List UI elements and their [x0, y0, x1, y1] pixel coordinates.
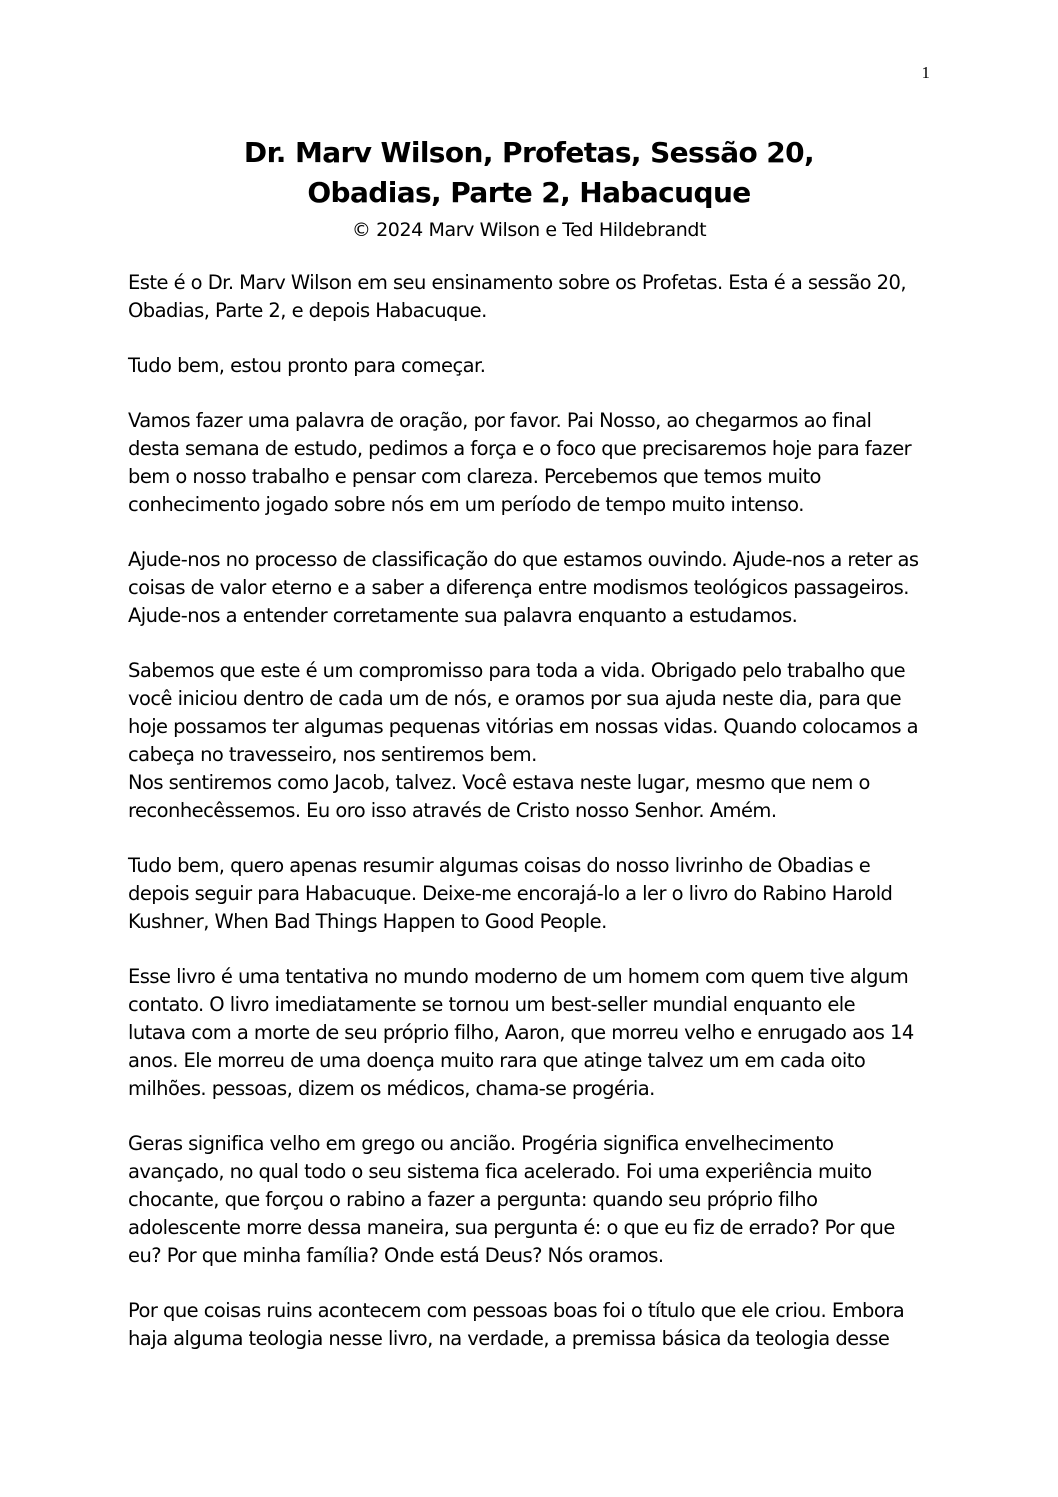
- title-line: Dr. Marv Wilson, Profetas, Sessão 20,: [243, 136, 815, 169]
- paragraph-line: Ajude-nos a entender corretamente sua palavra enquanto a estudamos.: [128, 604, 798, 627]
- paragraph-line: Ajude-nos no processo de classificação do que estamos ouvindo. Ajude-nos a reter as: [128, 548, 919, 571]
- body-paragraph: [128, 352, 938, 380]
- body-paragraph: [128, 963, 938, 1103]
- paragraph-line: haja alguma teologia nesse livro, na verdade, a premissa básica da teologia desse: [128, 1327, 890, 1350]
- paragraph-line: contato. O livro imediatamente se tornou um best-seller mundial enquanto ele: [128, 993, 856, 1016]
- paragraph-line: Esse livro é uma tentativa no mundo moderno de um homem com quem tive algum: [128, 965, 909, 988]
- paragraph-line: Sabemos que este é um compromisso para toda a vida. Obrigado pelo trabalho que: [128, 659, 906, 682]
- paragraph-line: Por que coisas ruins acontecem com pessoas boas foi o título que ele criou. Embora: [128, 1299, 905, 1322]
- paragraph-line: Obadias, Parte 2, e depois Habacuque.: [128, 299, 487, 322]
- copyright-line: © 2024 Marv Wilson e Ted Hildebrandt: [351, 219, 707, 241]
- body-paragraph: [128, 269, 938, 325]
- body-paragraph: [128, 407, 938, 519]
- document-body: [128, 269, 938, 1380]
- paragraph-line: desta semana de estudo, pedimos a força e o foco que precisaremos hoje para fazer: [128, 437, 912, 460]
- paragraph-line: Nos sentiremos como Jacob, talvez. Você estava neste lugar, mesmo que nem o: [128, 771, 870, 794]
- paragraph-line: você iniciou dentro de cada um de nós, e oramos por sua ajuda neste dia, para que: [128, 687, 902, 710]
- body-paragraph: [128, 1130, 938, 1270]
- paragraph-line: bem o nosso trabalho e pensar com clareza. Percebemos que temos muito: [128, 465, 821, 488]
- paragraph-line: chocante, que forçou o rabino a fazer a pergunta: quando seu próprio filho: [128, 1188, 818, 1211]
- paragraph-line: Tudo bem, quero apenas resumir algumas coisas do nosso livrinho de Obadias e: [128, 854, 871, 877]
- paragraph-line: anos. Ele morreu de uma doença muito rara que atinge talvez um em cada oito: [128, 1049, 866, 1072]
- title-line: Obadias, Parte 2, Habacuque: [307, 176, 751, 209]
- paragraph-line: milhões. pessoas, dizem os médicos, chama-se progéria.: [128, 1077, 655, 1100]
- body-paragraph: [128, 1297, 938, 1353]
- document-title: [128, 133, 930, 213]
- paragraph-line: avançado, no qual todo o seu sistema fica acelerado. Foi uma experiência muito: [128, 1160, 872, 1183]
- paragraph-line: Tudo bem, estou pronto para começar.: [128, 354, 486, 377]
- paragraph-line: lutava com a morte de seu próprio filho, Aaron, que morreu velho e enrugado aos 14: [128, 1021, 914, 1044]
- paragraph-line: cabeça no travesseiro, nos sentiremos bem.: [128, 743, 537, 766]
- body-paragraph: [128, 852, 938, 936]
- paragraph-line: adolescente morre dessa maneira, sua pergunta é: o que eu fiz de errado? Por que: [128, 1216, 895, 1239]
- paragraph-line: Geras significa velho em grego ou ancião. Progéria significa envelhecimento: [128, 1132, 834, 1155]
- paragraph-line: hoje possamos ter algumas pequenas vitórias em nossas vidas. Quando colocamos a: [128, 715, 919, 738]
- paragraph-line: coisas de valor eterno e a saber a diferença entre modismos teológicos passageiros.: [128, 576, 909, 599]
- paragraph-line: eu? Por que minha família? Onde está Deus? Nós oramos.: [128, 1244, 664, 1267]
- paragraph-line: conhecimento jogado sobre nós em um período de tempo muito intenso.: [128, 493, 804, 516]
- paragraph-line: depois seguir para Habacuque. Deixe-me encorajá-lo a ler o livro do Rabino Harold: [128, 882, 893, 905]
- body-paragraph: [128, 657, 938, 825]
- paragraph-line: Este é o Dr. Marv Wilson em seu ensinamento sobre os Profetas. Esta é a sessão 20,: [128, 271, 906, 294]
- body-paragraph: [128, 546, 938, 630]
- paragraph-line: Vamos fazer uma palavra de oração, por favor. Pai Nosso, ao chegarmos ao final: [128, 409, 872, 432]
- page-number: 1: [921, 63, 930, 82]
- paragraph-line: reconhecêssemos. Eu oro isso através de Cristo nosso Senhor. Amém.: [128, 799, 777, 822]
- paragraph-line: Kushner, When Bad Things Happen to Good People.: [128, 910, 607, 933]
